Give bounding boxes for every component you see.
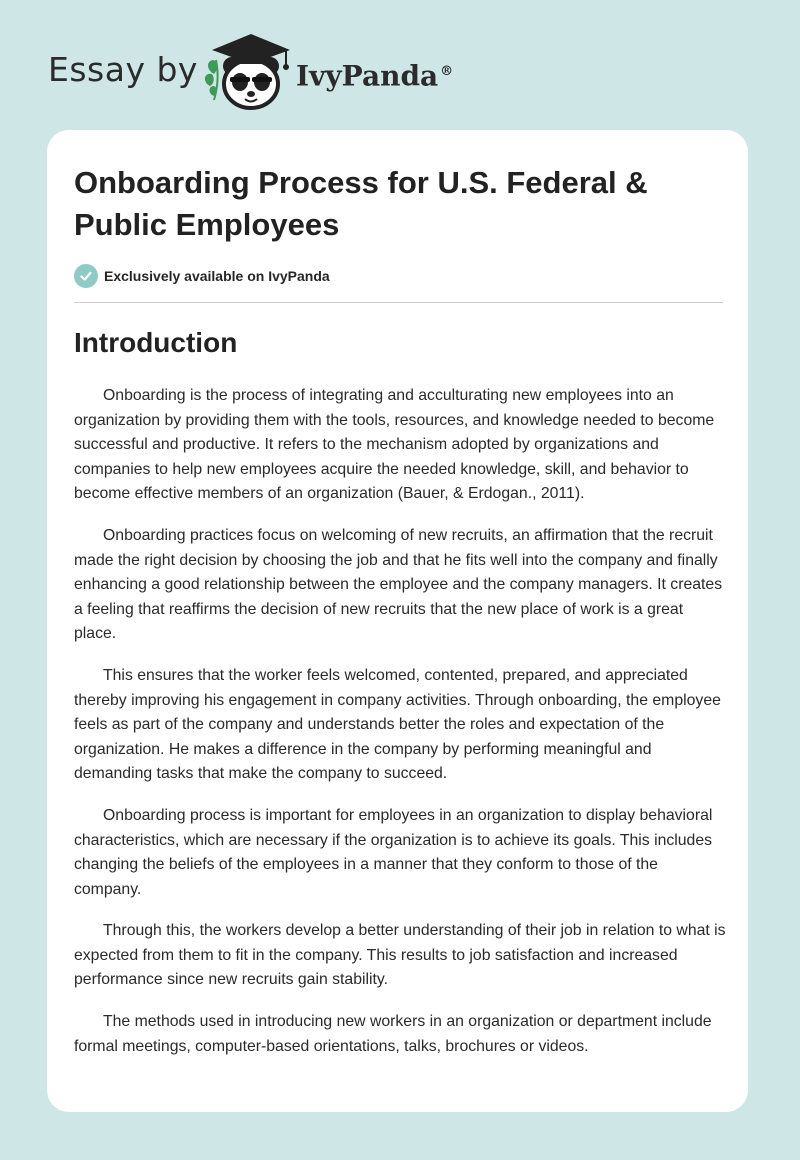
paragraph: This ensures that the worker feels welcomed, contented, prepared, and appreciated thereby improving his engagement in company activities. Through onboarding, the employee feels as part of the company and understands better the roles and expectation of the organization. He makes a difference in the company by performing meaningful and demanding tasks that make the company to succeed. (74, 666, 721, 783)
brand-name[interactable] (296, 54, 453, 94)
brand-prefix: Essay by (48, 50, 198, 89)
paragraph: The methods used in introducing new workers in an organization or department include formal meetings, computer-based orientations, talks, brochures or videos. (74, 1013, 712, 1055)
brand-name-text: IvyPanda (296, 59, 439, 93)
paragraph: Onboarding is the process of integrating and acculturating new employees into an organization by providing them with the tools, resources, and knowledge needed to become successful and productive. It refers to the mechanism adopted by organizations and companies to help new employees acquire the needed knowledge, skill, and behavior to become effective members of an organization (Bauer, & Erdogan., 2011). (74, 387, 715, 503)
title-divider (74, 302, 723, 303)
section-heading-introduction: Introduction (74, 327, 238, 358)
paragraph: Onboarding practices focus on welcoming of new recruits, an affirmation that the recruit made the right decision by choosing the job and that he fits well into the company and finally enhancing a good relationship between the employee and the company managers. It creates a feeling that reaffirms the decision of new recruits that the new place of work is a great place. (74, 526, 723, 643)
paragraph: Onboarding process is important for employees in an organization to display behavioral characteristics, which are necessary if the organization is to achieve its goals. This includes changing the beliefs of the employees in a manner that they conform to those of the company. (74, 806, 713, 898)
registered-mark: ® (440, 64, 454, 79)
essay-body (74, 384, 726, 1076)
check-circle-icon (74, 264, 98, 288)
essay-card (47, 130, 748, 1112)
exclusive-badge (74, 263, 330, 289)
panda-graduate-logo-icon[interactable] (200, 30, 296, 110)
essay-title: Onboarding Process for U.S. Federal & Public Employees (74, 165, 648, 242)
exclusive-badge-text: Exclusively available on IvyPanda (104, 268, 330, 284)
site-header (0, 0, 800, 130)
paragraph: Through this, the workers develop a better understanding of their job in relation to what is expected from them to fit in the company. This results to job satisfaction and increased performance since new recruits gain stability. (74, 922, 726, 989)
